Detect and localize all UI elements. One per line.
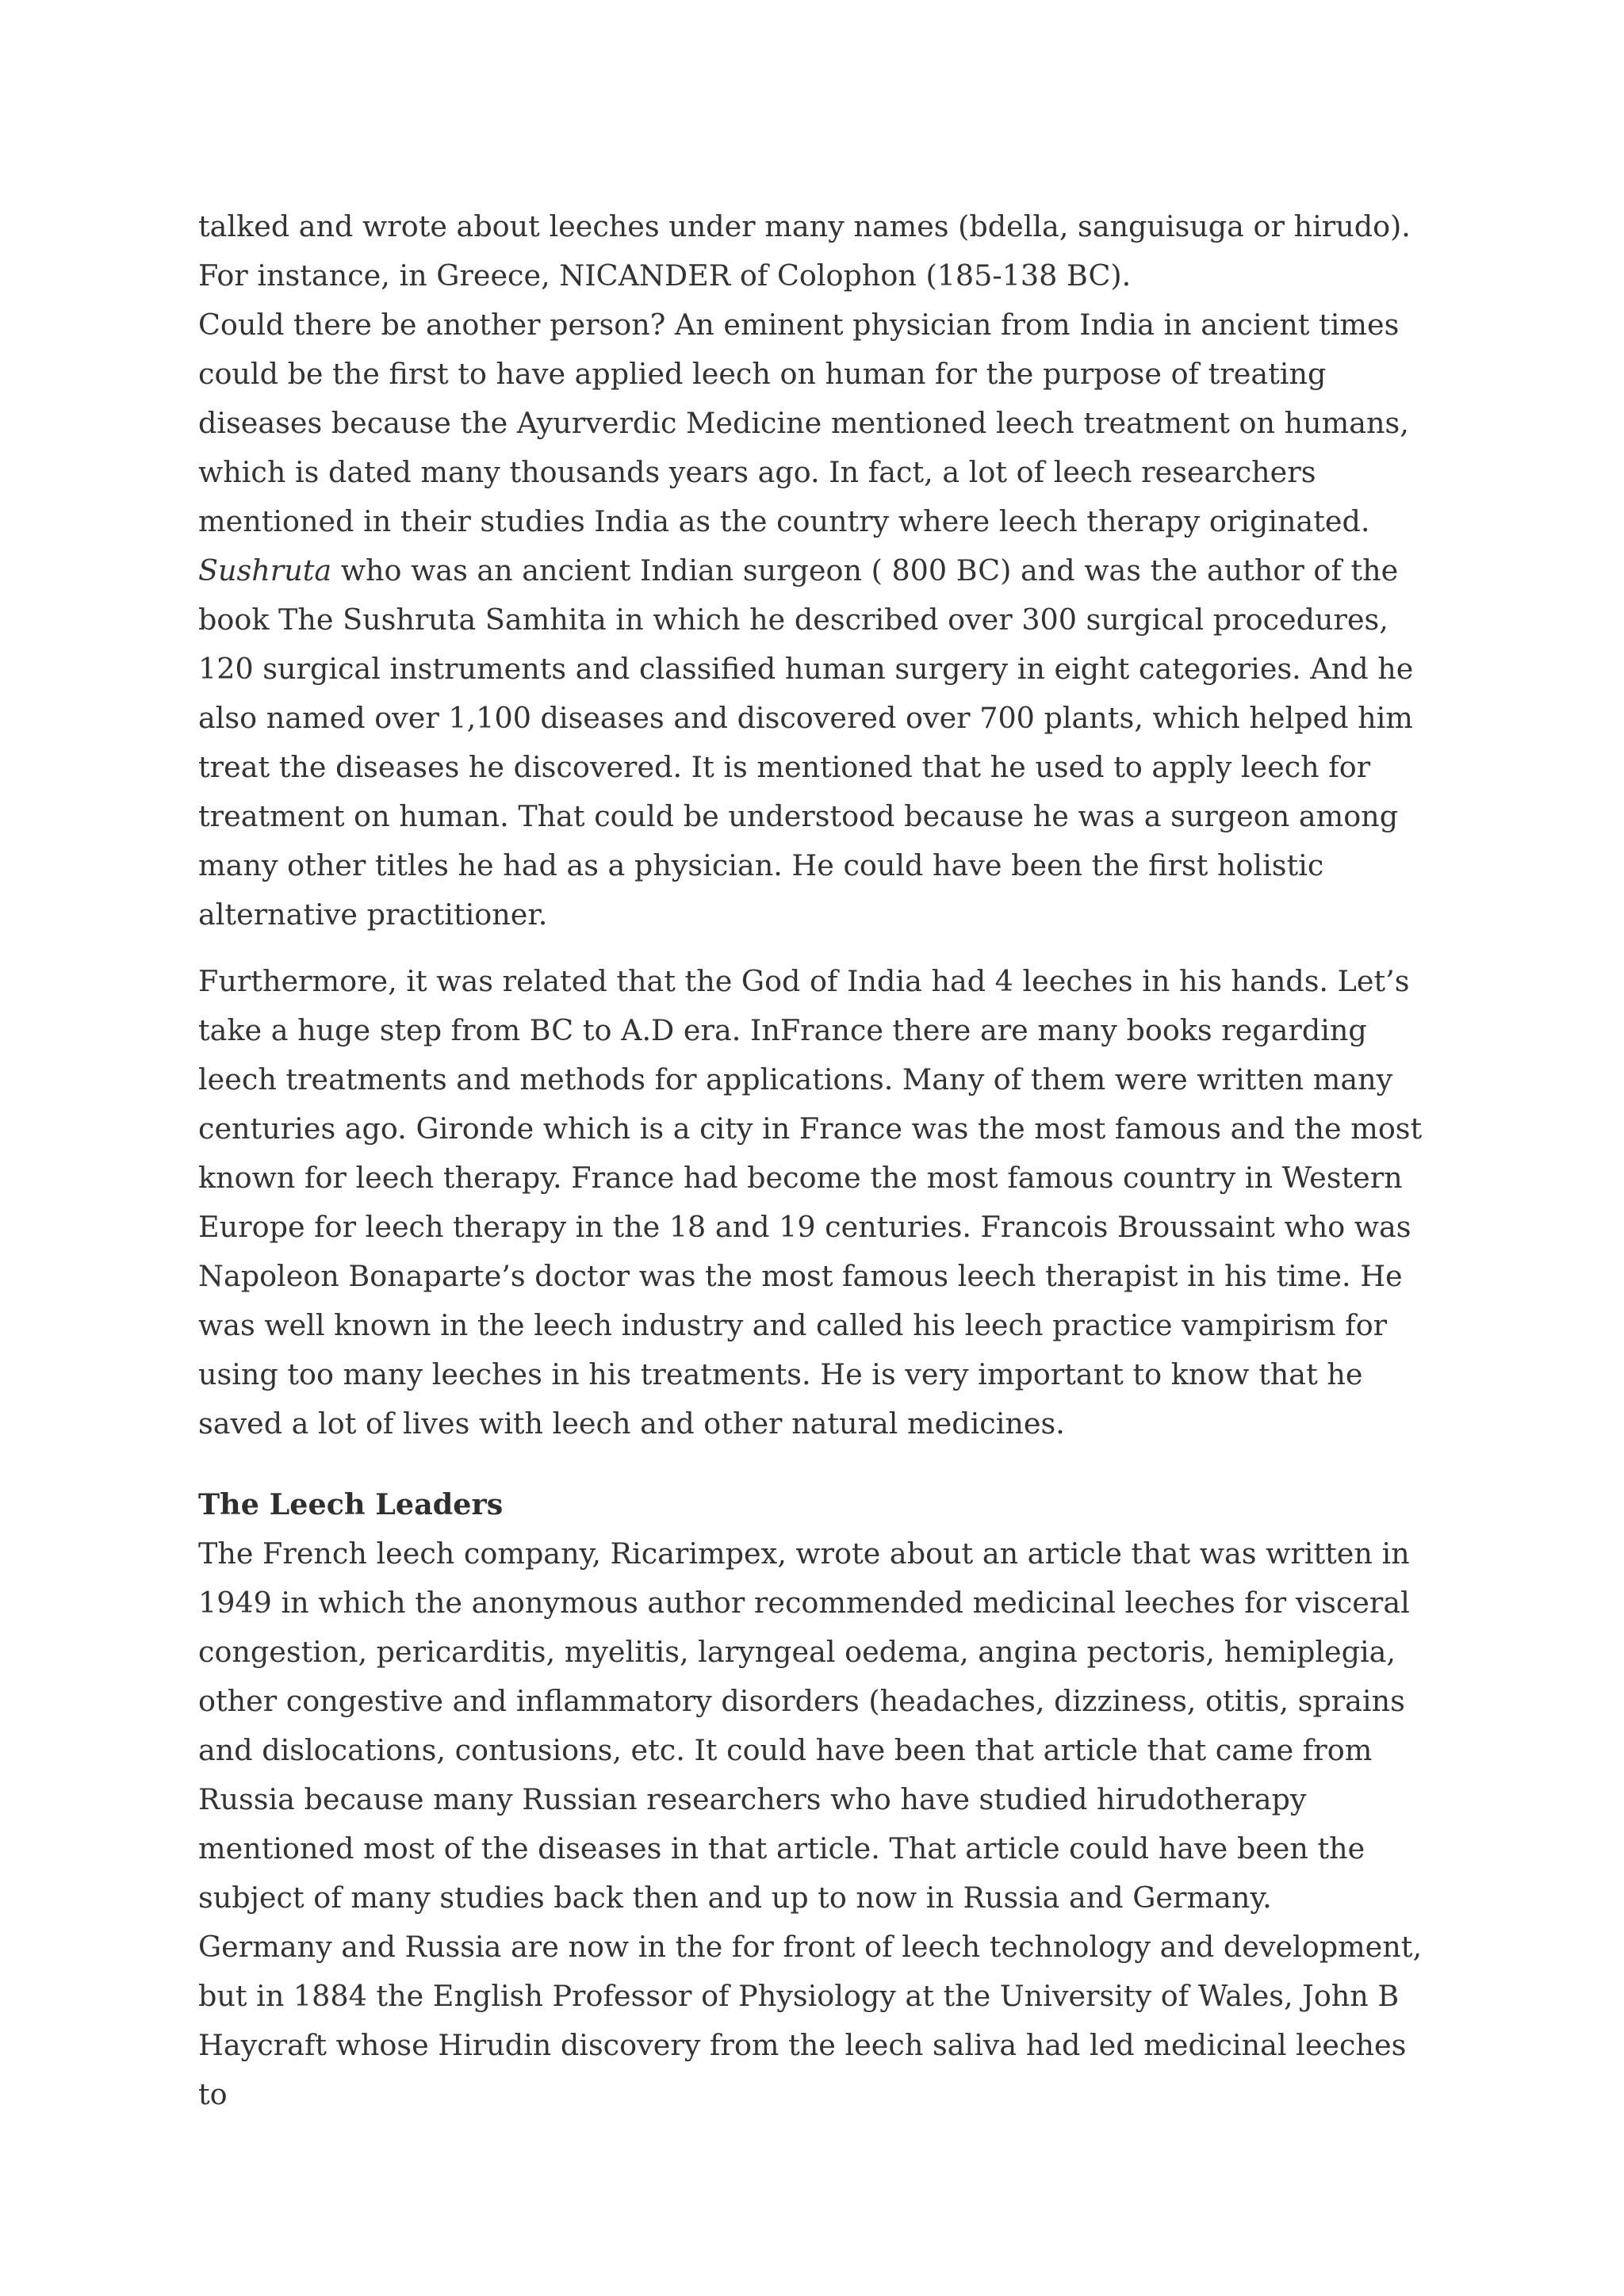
paragraph-france-leech-therapy: Furthermore, it was related that the God of India had 4 leeches in his hands. Let’s take a huge step from BC to A.D era. InFrance there are many books regarding leech treatments and methods for applications. Many of them were written many centuries ago. Gironde which is a city in France was the most famous and the most known for leech therapy. France had become the most famous country in Western Europe for leech therapy in the 18 and 19 centuries. Francois Broussaint who was Napoleon Bonaparte’s doctor was the most famous leech therapist in his time. He was well known in the leech industry and called his leech practice vampirism for using too many leeches in his treatments. He is very important to know that he saved a lot of lives with leech and other natural medicines. xyxy=(198,964,1423,1441)
document-page xyxy=(198,202,1435,2119)
paragraph-leech-names: talked and wrote about leeches under many names (bdella, sanguisuga or hirudo). For instance, in Greece, NICANDER of Colophon (185-138 BC). xyxy=(198,209,1411,293)
section-heading-leech-leaders: The Leech Leaders xyxy=(198,1487,504,1521)
section-spacer xyxy=(198,1448,1435,1480)
sushruta-italic: Sushruta xyxy=(198,553,332,587)
paragraph-ricarimpex-article: The French leech company, Ricarimpex, wrote about an article that was written in 1949 in which the anonymous author recommended medicinal leeches for visceral congestion, pericarditis, myelitis, laryngeal oedema, angina pectoris, hemiplegia, other congestive and inflammatory disorders (headaches, dizziness, otitis, sprains and dislocations, contusions, etc. It could have been that article that came from Russia because many Russian researchers who have studied hirudotherapy mentioned most of the diseases in that article. That article could have been the subject of many studies back then and up to now in Russia and Germany. xyxy=(198,1536,1410,1915)
paragraph-haycraft-hirudin: Germany and Russia are now in the for front of leech technology and development, but in 1884 the English Professor of Physiology at the University of Wales, John B Haycraft whose Hirudin discovery from the leech saliva had led medicinal leeches to xyxy=(198,1930,1423,2111)
paragraph-sushruta-text-start: Could there be another person? An eminent physician from India in ancient times could be the first to have applied leech on human for the purpose of treating diseases because the Ayurverdic Medicine mentioned leech treatment on humans, which is dated many thousands years ago. In fact, a lot of leech researchers mentioned in their studies India as the country where leech therapy originated. xyxy=(198,308,1409,538)
paragraph-sushruta-text-end: who was an ancient Indian surgeon ( 800 BC) and was the author of the book The Sushruta Samhita in which he described over 300 surgical procedures, 120 surgical instruments and classified human surgery in eight categories. And he also named over 1,100 diseases and discovered over 700 plants, which helped him treat the diseases he discovered. It is mentioned that he used to apply leech for treatment on human. That could be understood because he was a surgeon among many other titles he had as a physician. He could have been the first holistic alternative practitioner. xyxy=(198,553,1414,932)
paragraph-spacer xyxy=(198,939,1435,957)
paragraph-sushruta xyxy=(198,300,1435,939)
